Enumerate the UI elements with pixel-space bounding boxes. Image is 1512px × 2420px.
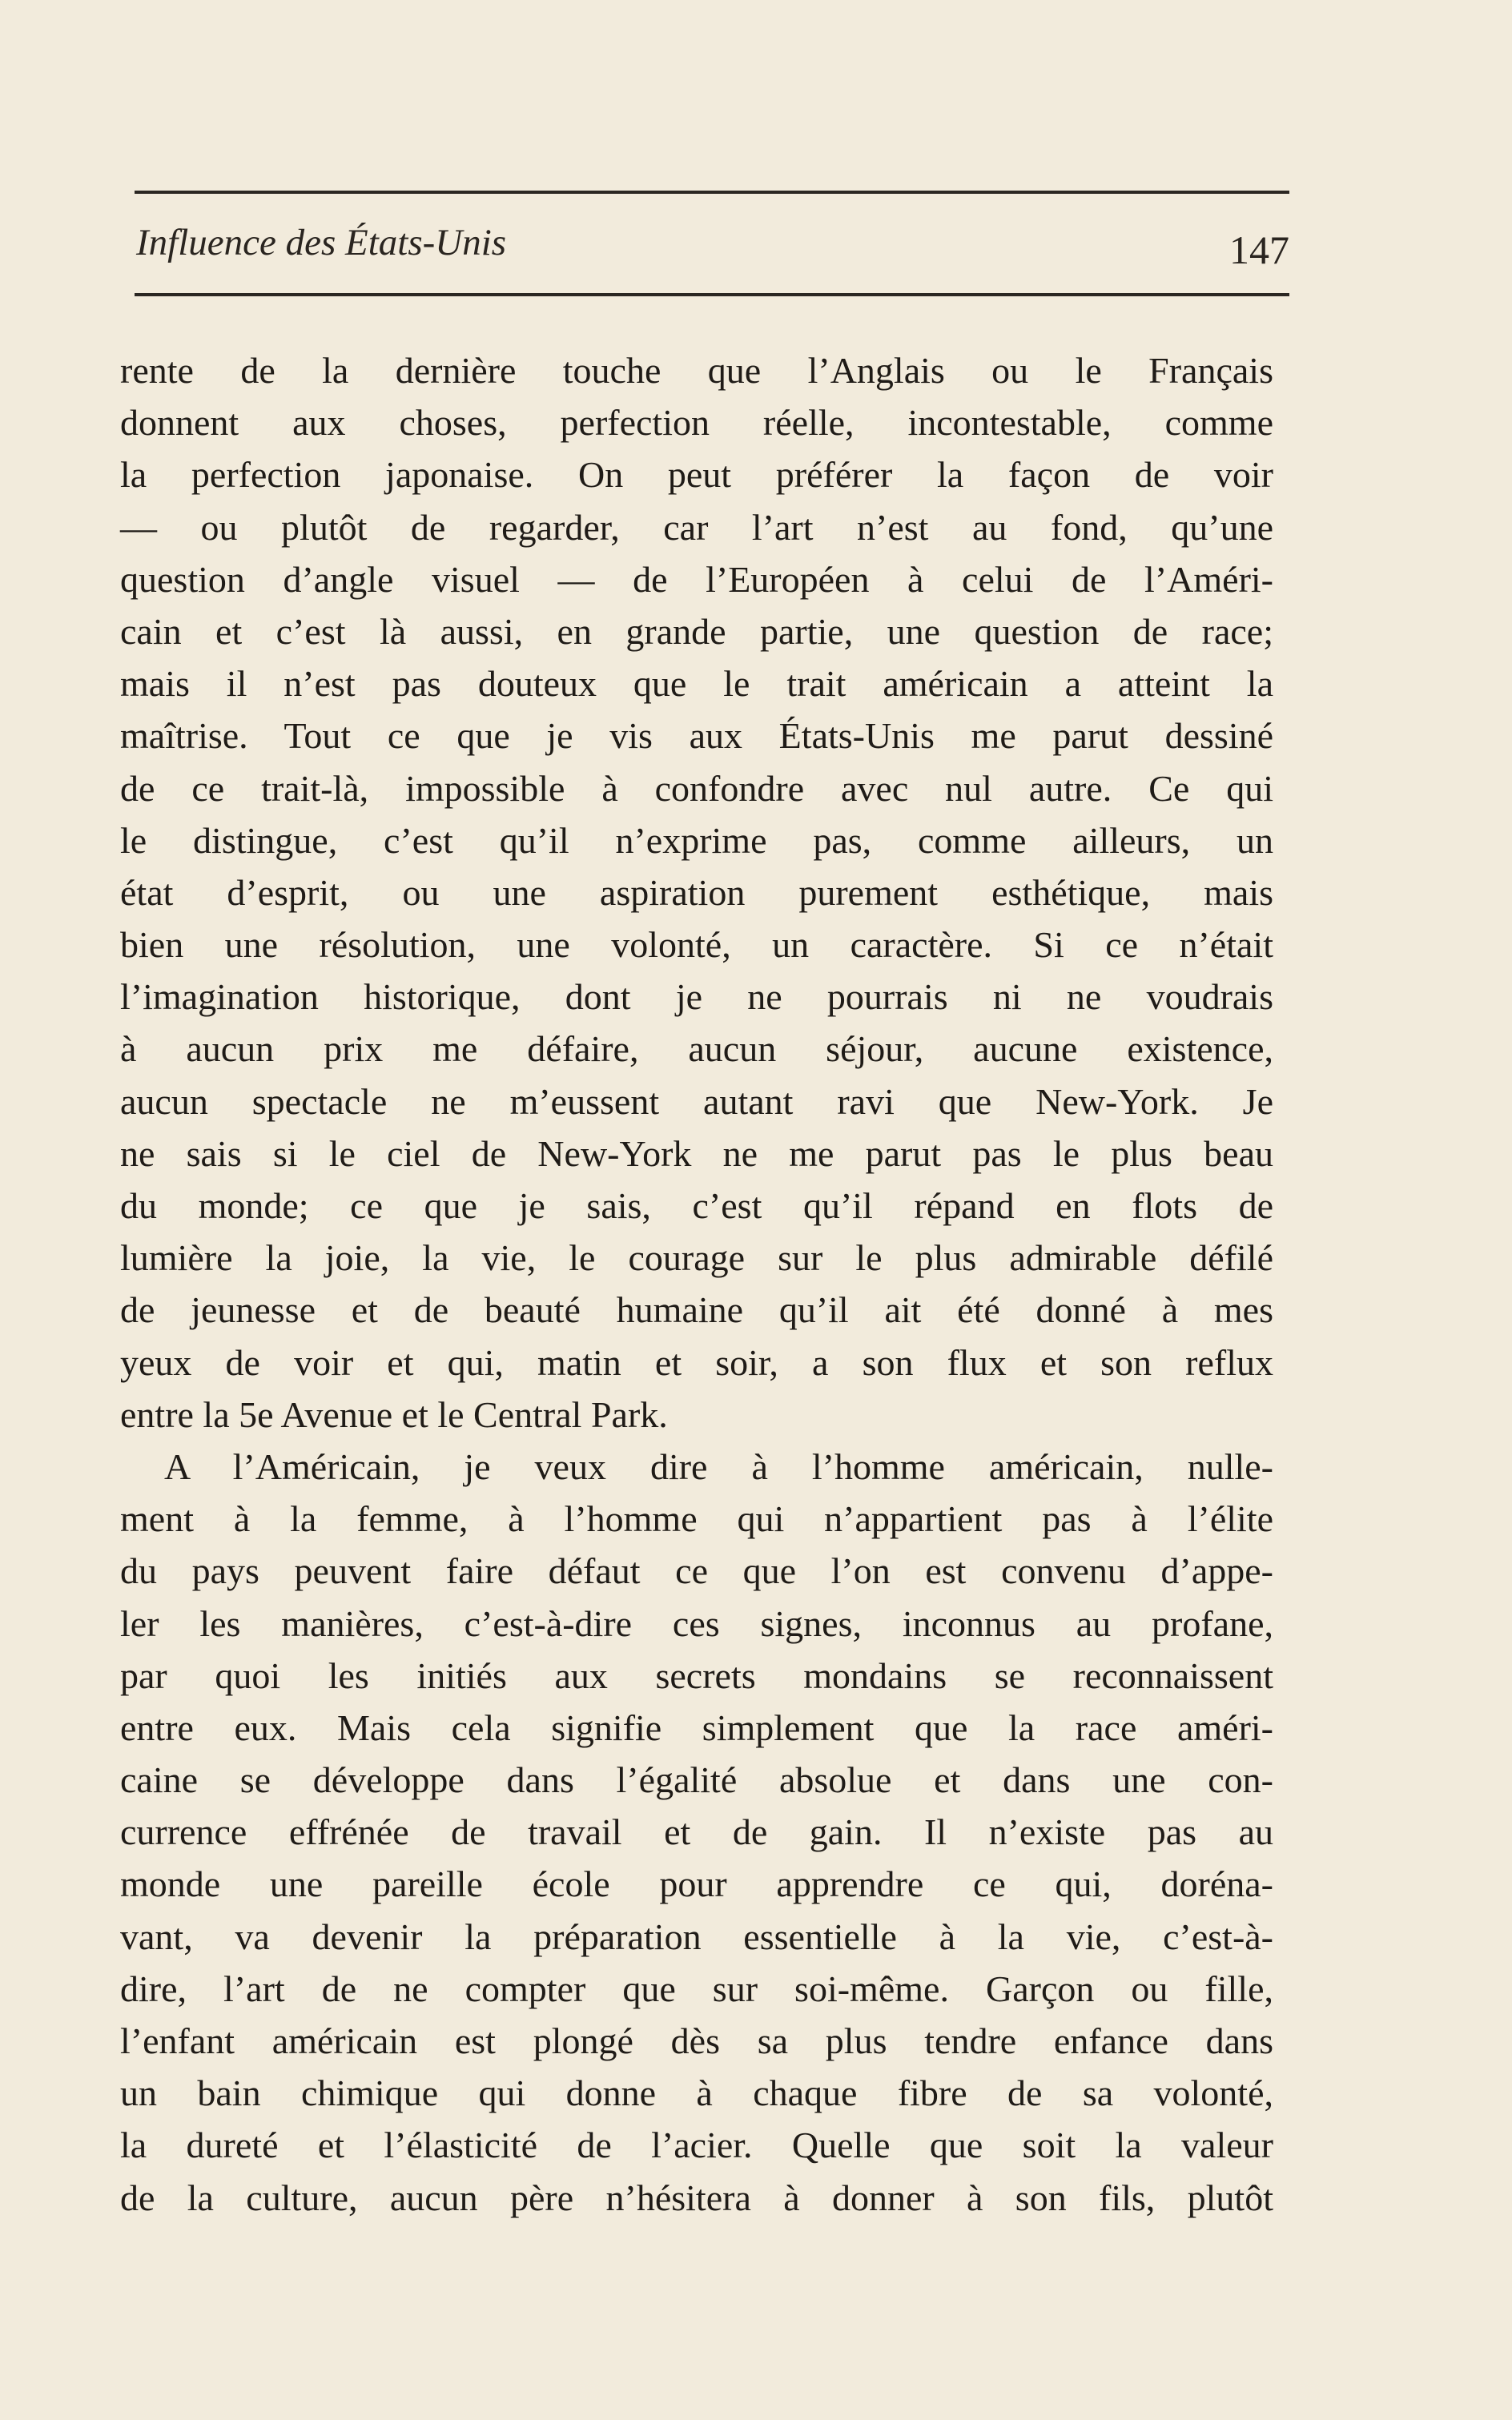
- text-line: caine se développe dans l’égalité absolue et dans une con-: [120, 1759, 1273, 1801]
- text-line: ne sais si le ciel de New-York ne me parut pas le plus beau: [120, 1132, 1273, 1174]
- text-line: bien une résolution, une volonté, un caractère. Si ce n’était: [120, 924, 1273, 966]
- text-line: le distingue, c’est qu’il n’exprime pas, comme ailleurs, un: [120, 819, 1273, 861]
- text-line: vant, va devenir la préparation essentielle à la vie, c’est-à-: [120, 1915, 1273, 1957]
- body-text: [120, 344, 1273, 2224]
- text-line: ler les manières, c’est-à-dire ces signes, inconnus au profane,: [120, 1602, 1273, 1644]
- text-line: l’imagination historique, dont je ne pourrais ni ne voudrais: [120, 976, 1273, 1018]
- text-line: currence effrénée de travail et de gain. Il n’existe pas au: [120, 1811, 1273, 1853]
- text-line: entre la 5e Avenue et le Central Park.: [120, 1393, 668, 1435]
- text-line: de ce trait-là, impossible à confondre avec nul autre. Ce qui: [120, 767, 1273, 809]
- text-line: aucun spectacle ne m’eussent autant ravi que New-York. Je: [120, 1080, 1273, 1122]
- text-line: la perfection japonaise. On peut préférer la façon de voir: [120, 454, 1273, 496]
- text-line: entre eux. Mais cela signifie simplement que la race améri-: [120, 1706, 1273, 1748]
- text-line: à aucun prix me défaire, aucun séjour, aucune existence,: [120, 1028, 1273, 1070]
- text-line: ment à la femme, à l’homme qui n’appartient pas à l’élite: [120, 1498, 1273, 1540]
- header-top-rule: [135, 191, 1289, 194]
- page-number: 147: [1229, 227, 1289, 272]
- text-line: par quoi les initiés aux secrets mondains se reconnaissent: [120, 1654, 1273, 1696]
- text-line: maîtrise. Tout ce que je vis aux États-Unis me parut dessiné: [120, 715, 1273, 757]
- text-line: l’enfant américain est plongé dès sa plus tendre enfance dans: [120, 2020, 1273, 2061]
- text-line: — ou plutôt de regarder, car l’art n’est au fond, qu’une: [120, 506, 1273, 548]
- text-line: donnent aux choses, perfection réelle, incontestable, comme: [120, 402, 1273, 444]
- header-bottom-rule: [135, 293, 1289, 296]
- text-line: la dureté et l’élasticité de l’acier. Quelle que soit la valeur: [120, 2125, 1273, 2166]
- text-line: état d’esprit, ou une aspiration purement esthétique, mais: [120, 871, 1273, 913]
- text-line: dire, l’art de ne compter que sur soi-même. Garçon ou fille,: [120, 1968, 1273, 2009]
- text-line: A l’Américain, je veux dire à l’homme américain, nulle-: [164, 1445, 1273, 1487]
- text-line: un bain chimique qui donne à chaque fibre de sa volonté,: [120, 2072, 1273, 2114]
- text-line: yeux de voir et qui, matin et soir, a son flux et son reflux: [120, 1341, 1273, 1383]
- text-line: du pays peuvent faire défaut ce que l’on est convenu d’appe-: [120, 1550, 1273, 1592]
- text-line: de jeunesse et de beauté humaine qu’il ait été donné à mes: [120, 1289, 1273, 1331]
- text-line: cain et c’est là aussi, en grande partie, une question de race;: [120, 610, 1273, 652]
- running-title: Influence des États-Unis: [136, 222, 507, 263]
- text-line: du monde; ce que je sais, c’est qu’il répand en flots de: [120, 1185, 1273, 1226]
- text-line: rente de la dernière touche que l’Anglais ou le Français: [120, 350, 1273, 391]
- text-line: de la culture, aucun père n’hésitera à donner à son fils, plutôt: [120, 2177, 1273, 2218]
- text-line: question d’angle visuel — de l’Européen à celui de l’Améri-: [120, 558, 1273, 600]
- text-line: monde une pareille école pour apprendre ce qui, doréna-: [120, 1863, 1273, 1905]
- text-line: lumière la joie, la vie, le courage sur le plus admirable défilé: [120, 1237, 1273, 1279]
- text-line: mais il n’est pas douteux que le trait américain a atteint la: [120, 663, 1273, 705]
